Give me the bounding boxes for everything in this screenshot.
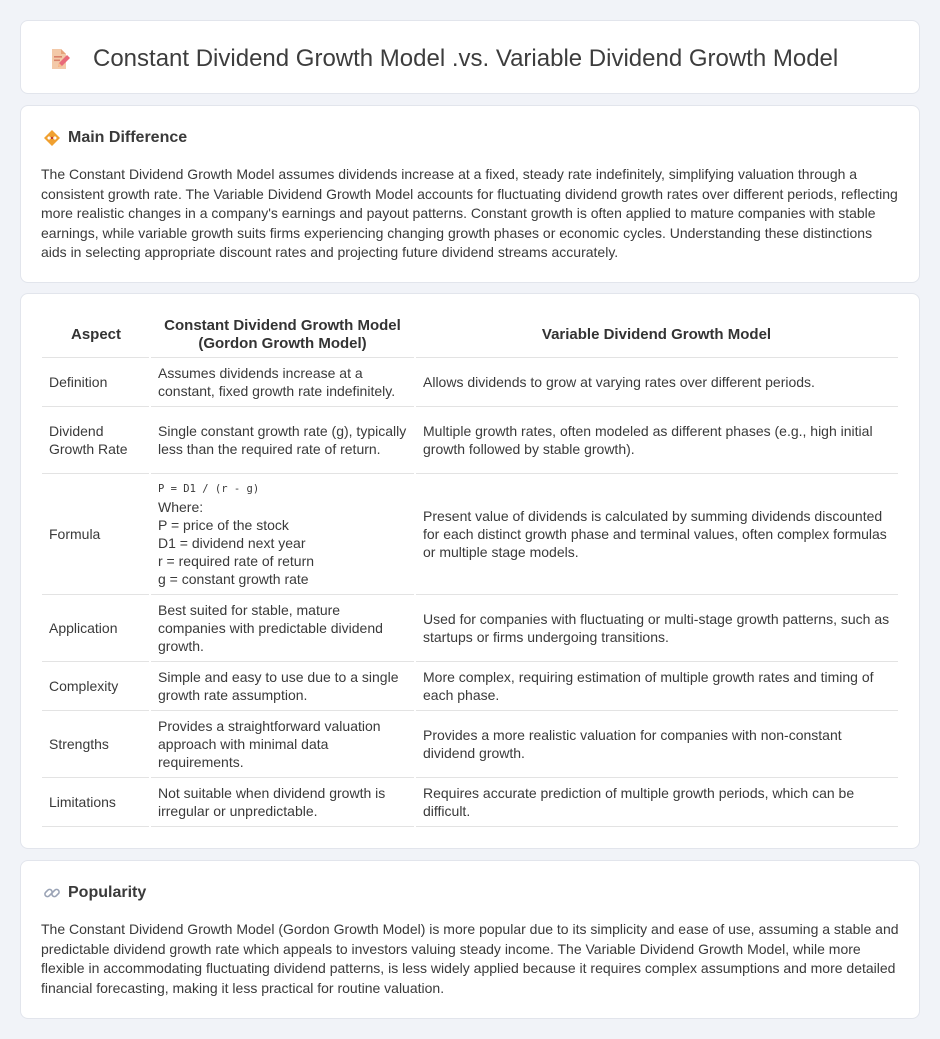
formula-def-d1: D1 = dividend next year (158, 534, 306, 551)
row-constant: Simple and easy to use due to a single growth rate assumption. (150, 661, 415, 710)
row-aspect: Complexity (42, 661, 150, 710)
header-variable-model: Variable Dividend Growth Model (415, 314, 898, 357)
header-constant-model: Constant Dividend Growth Model (Gordon Growth Model) (150, 314, 415, 357)
row-aspect: Dividend Growth Rate (42, 406, 150, 473)
page-title: Constant Dividend Growth Model .vs. Variable Dividend Growth Model (93, 45, 839, 72)
row-variable: Used for companies with fluctuating or multi-stage growth patterns, such as startups or firms undergoing transitions. (415, 594, 898, 661)
main-difference-text: The Constant Dividend Growth Model assumes dividends increase at a fixed, steady rate indefinitely, simplifying valuation through a consistent growth rate. The Variable Dividend Growth Model accounts for fluctuating dividend growth rates over different periods, reflecting more realistic changes in a company's earnings and payout patterns. Constant growth is often applied to mature companies with stable earnings, while variable growth suits firms experiencing changing growth phases or economic cycles. Understanding these distinctions aids in selecting appropriate discount rates and projecting future dividend streams accurately. (41, 166, 898, 261)
row-aspect: Strengths (42, 710, 150, 777)
row-variable: Present value of dividends is calculated by summing dividends discounted for each distinct growth phase and terminal values, often complex formulas or multiple stage models. (415, 473, 898, 594)
row-variable: More complex, requiring estimation of multiple growth rates and timing of each phase. (415, 661, 898, 710)
formula-where: Where: (158, 498, 204, 515)
diamond-arrows-icon (43, 129, 61, 147)
table-header-row (42, 314, 898, 357)
popularity-title: Popularity (68, 884, 147, 901)
row-constant: Provides a straightforward valuation approach with minimal data requirements. (150, 710, 415, 777)
table-row (42, 357, 898, 406)
popularity-text: The Constant Dividend Growth Model (Gordon Growth Model) is more popular due to its simplicity and ease of use, assuming a stable and predictable dividend growth rate which appeals to investors valuing steady income. The Variable Dividend Growth Model, while more flexible in accommodating fluctuating dividend patterns, is less widely applied because it requires complex assumptions and more detailed financial forecasting, making it less practical for routine valuation. (41, 921, 899, 996)
comparison-section (20, 293, 920, 849)
formula-def-g: g = constant growth rate (158, 570, 309, 587)
row-constant: Assumes dividends increase at a constant, fixed growth rate indefinitely. (150, 357, 415, 406)
row-variable: Provides a more realistic valuation for companies with non-constant dividend growth. (415, 710, 898, 777)
main-difference-title: Main Difference (68, 129, 188, 146)
row-constant: Single constant growth rate (g), typically less than the required rate of return. (150, 406, 415, 473)
table-row (42, 473, 898, 594)
table-row (42, 710, 898, 777)
edit-document-icon (47, 47, 71, 71)
header-card (20, 20, 920, 94)
table-row (42, 406, 898, 473)
row-variable: Allows dividends to grow at varying rates over different periods. (415, 357, 898, 406)
table-row (42, 661, 898, 710)
link-icon (43, 884, 61, 902)
row-aspect: Definition (42, 357, 150, 406)
row-aspect: Application (42, 594, 150, 661)
table-row (42, 594, 898, 661)
row-aspect: Limitations (42, 777, 150, 826)
comparison-table (42, 314, 898, 827)
formula-code: P = D1 / (r - g) (158, 482, 260, 495)
main-difference-section (20, 105, 920, 283)
main-difference-heading (43, 128, 187, 148)
header-aspect: Aspect (42, 314, 150, 357)
formula-def-p: P = price of the stock (158, 516, 289, 533)
row-variable: Multiple growth rates, often modeled as different phases (e.g., high initial growth followed by stable growth). (415, 406, 898, 473)
row-constant: Not suitable when dividend growth is irregular or unpredictable. (150, 777, 415, 826)
formula-def-r: r = required rate of return (158, 552, 315, 569)
row-aspect: Formula (42, 473, 150, 594)
popularity-heading (43, 883, 146, 903)
formula-cell (150, 473, 415, 594)
row-variable: Requires accurate prediction of multiple growth periods, which can be difficult. (415, 777, 898, 826)
row-constant: Best suited for stable, mature companies with predictable dividend growth. (150, 594, 415, 661)
popularity-section (20, 860, 920, 1019)
table-row (42, 777, 898, 826)
